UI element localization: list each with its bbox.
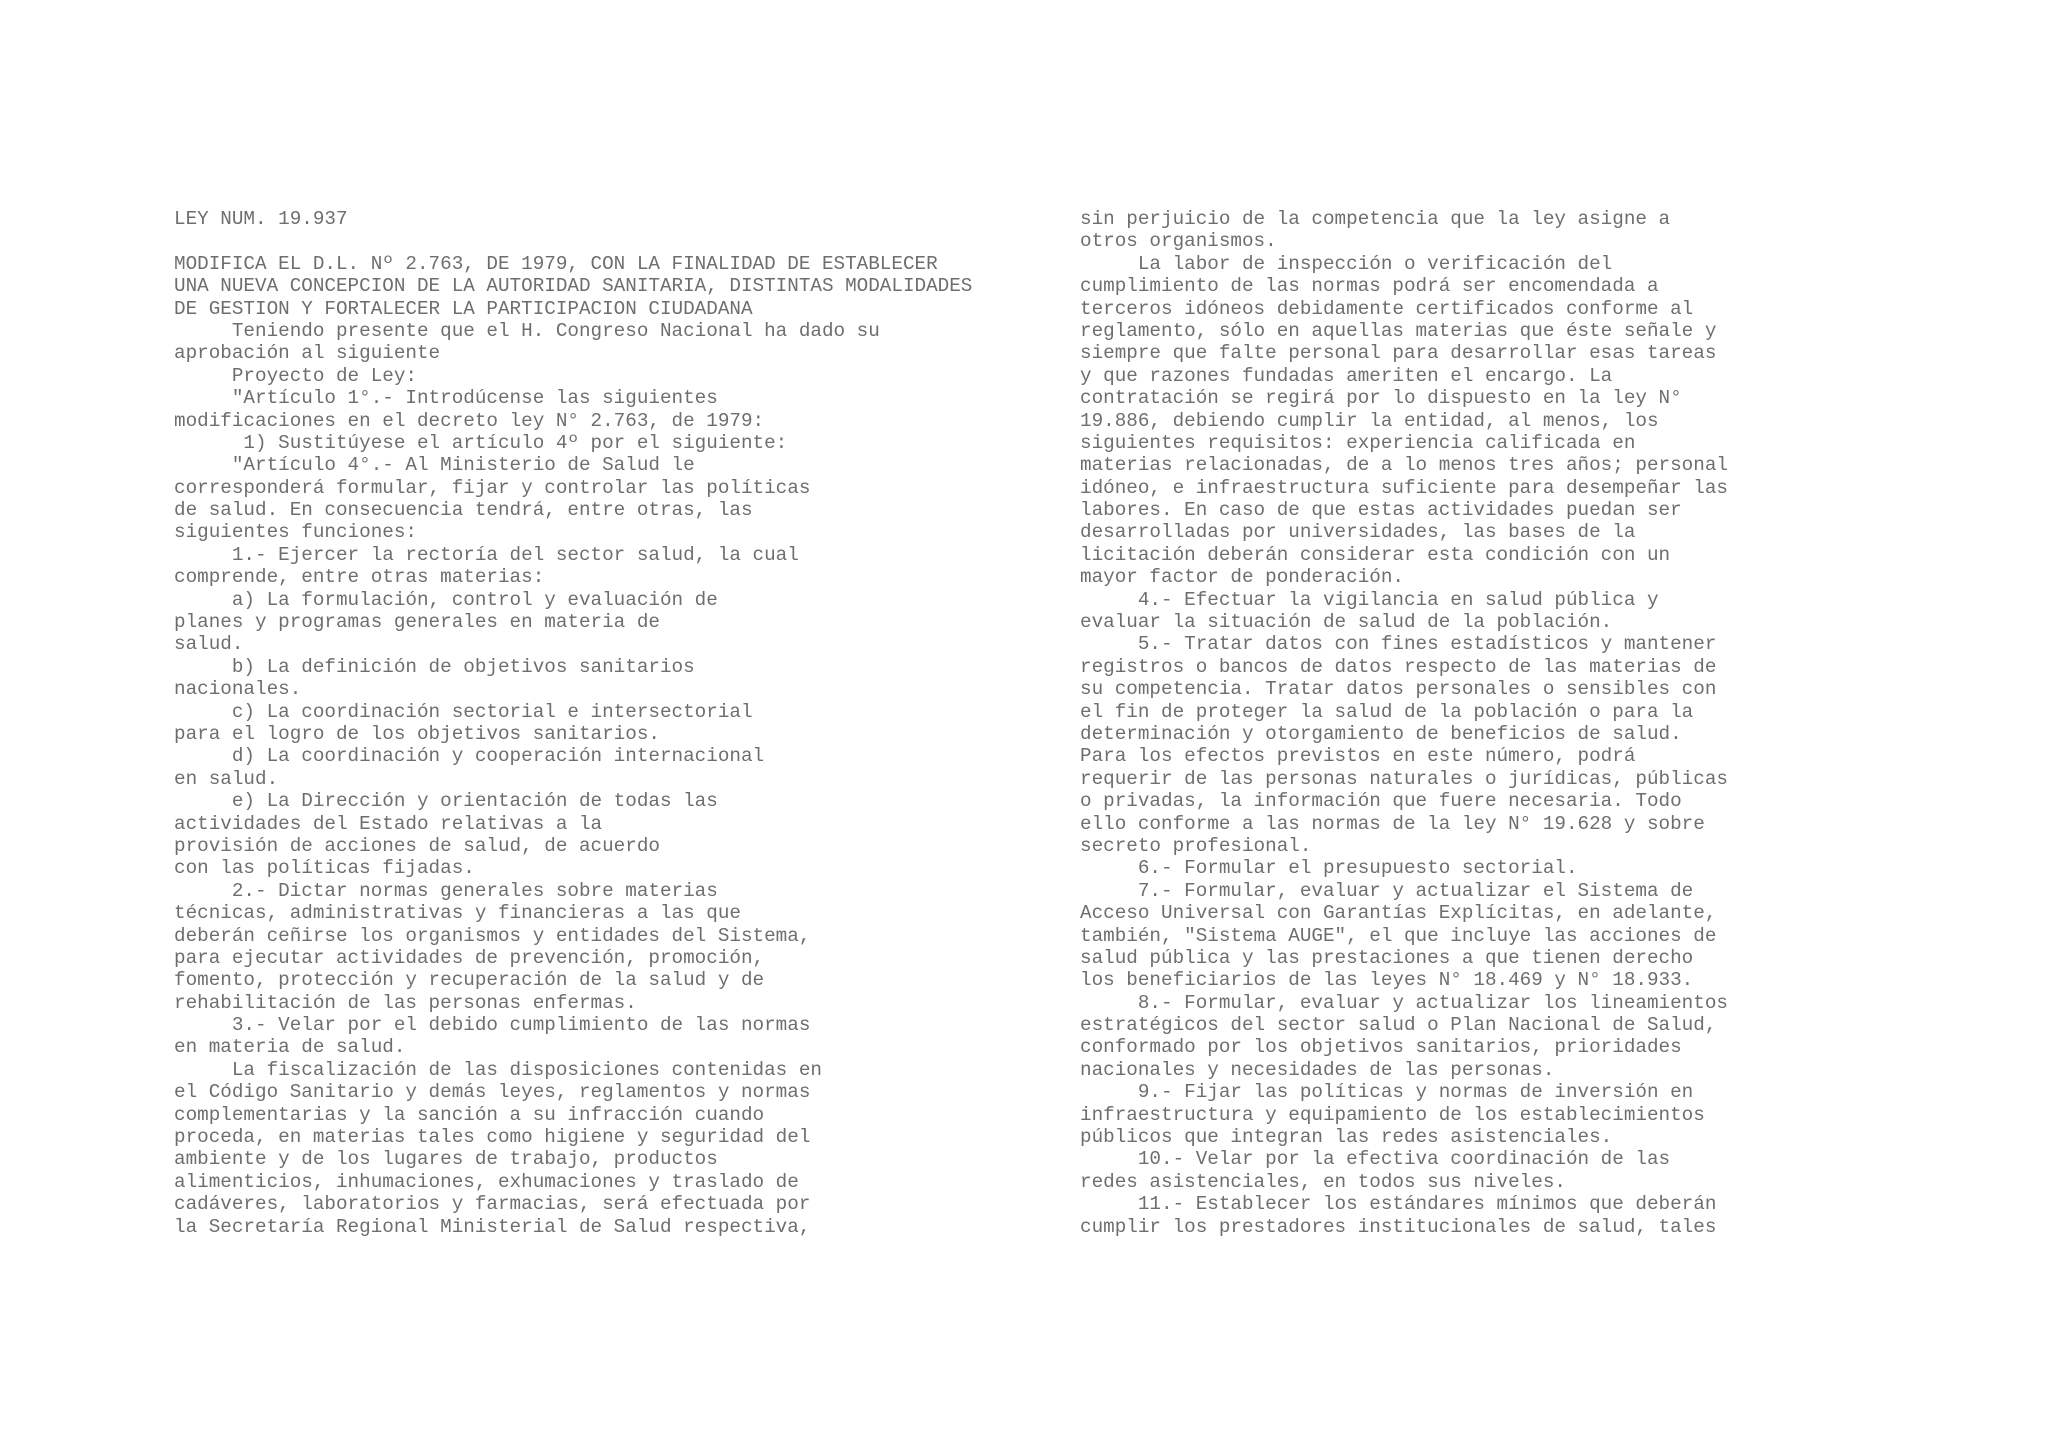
text-line: idóneo, e infraestructura suficiente para desempeñar las	[1080, 476, 1728, 499]
text-line: la Secretaría Regional Ministerial de Salud respectiva,	[174, 1215, 811, 1238]
text-line: materias relacionadas, de a lo menos tres años; personal	[1080, 454, 1728, 477]
text-line: Teniendo presente que el H. Congreso Nacional ha dado su	[174, 319, 880, 342]
text-line: registros o bancos de datos respecto de las materias de	[1080, 655, 1717, 678]
text-line: Proyecto de Ley:	[174, 364, 417, 387]
text-line: evaluar la situación de salud de la población.	[1080, 611, 1613, 634]
text-line: estratégicos del sector salud o Plan Nacional de Salud,	[1080, 1014, 1717, 1037]
text-line: "Artículo 1°.- Introdúcense las siguientes	[174, 387, 718, 410]
text-line: corresponderá formular, fijar y controlar las políticas	[174, 476, 811, 499]
text-line: nacionales.	[174, 678, 302, 701]
text-line: siguientes funciones:	[174, 521, 417, 544]
text-line: o privadas, la información que fuere necesaria. Todo	[1080, 790, 1682, 813]
text-line: 7.- Formular, evaluar y actualizar el Sistema de	[1080, 879, 1694, 902]
text-line: para el logro de los objetivos sanitarios.	[174, 722, 660, 745]
text-line: 1) Sustitúyese el artículo 4º por el siguiente:	[174, 431, 788, 454]
text-line: a) La formulación, control y evaluación de	[174, 588, 718, 611]
text-line: otros organismos.	[1080, 230, 1277, 253]
text-line: b) La definición de objetivos sanitarios	[174, 655, 695, 678]
text-line: 10.- Velar por la efectiva coordinación de las	[1080, 1148, 1671, 1171]
text-line: ello conforme a las normas de la ley N° 19.628 y sobre	[1080, 812, 1705, 835]
text-line: en salud.	[174, 767, 279, 790]
text-line: terceros idóneos debidamente certificados conforme al	[1080, 297, 1694, 320]
text-line: reglamento, sólo en aquellas materias que éste señale y	[1080, 319, 1717, 342]
text-line: de salud. En consecuencia tendrá, entre otras, las	[174, 499, 753, 522]
text-line: 8.- Formular, evaluar y actualizar los lineamientos	[1080, 991, 1728, 1014]
text-line: c) La coordinación sectorial e intersectorial	[174, 700, 753, 723]
text-line: redes asistenciales, en todos sus niveles.	[1080, 1170, 1566, 1193]
blank-line	[174, 230, 1014, 252]
text-line: 2.- Dictar normas generales sobre materias	[174, 879, 718, 902]
text-line: alimenticios, inhumaciones, exhumaciones y traslado de	[174, 1170, 799, 1193]
text-line: infraestructura y equipamiento de los establecimientos	[1080, 1103, 1705, 1126]
text-line: actividades del Estado relativas a la	[174, 812, 603, 835]
text-line: los beneficiarios de las leyes N° 18.469 y N° 18.933.	[1080, 969, 1694, 992]
text-line: en materia de salud.	[174, 1036, 406, 1059]
text-line: modificaciones en el decreto ley N° 2.763, de 1979:	[174, 409, 765, 432]
text-line: para ejecutar actividades de prevención, promoción,	[174, 946, 765, 969]
text-line: 11.- Establecer los estándares mínimos que deberán	[1080, 1193, 1717, 1216]
text-line: siempre que falte personal para desarrollar esas tareas	[1080, 342, 1717, 365]
text-line: salud.	[174, 633, 244, 656]
text-line: Acceso Universal con Garantías Explícitas, en adelante,	[1080, 902, 1717, 925]
text-line: desarrolladas por universidades, las bases de la	[1080, 521, 1636, 544]
text-line: fomento, protección y recuperación de la salud y de	[174, 969, 765, 992]
text-line: licitación deberán considerar esta condición con un	[1080, 543, 1671, 566]
text-line: complementarias y la sanción a su infracción cuando	[174, 1103, 765, 1126]
left-text-column	[174, 208, 1014, 1238]
text-line: técnicas, administrativas y financieras a las que	[174, 902, 741, 925]
text-line: "Artículo 4°.- Al Ministerio de Salud le	[174, 454, 695, 477]
text-line: su competencia. Tratar datos personales o sensibles con	[1080, 678, 1717, 701]
text-line: públicos que integran las redes asistenciales.	[1080, 1126, 1613, 1149]
text-line: La fiscalización de las disposiciones contenidas en	[174, 1058, 822, 1081]
text-line: LEY NUM. 19.937	[174, 208, 348, 230]
text-line: secreto profesional.	[1080, 834, 1312, 857]
text-line: provisión de acciones de salud, de acuerdo	[174, 834, 660, 857]
text-line: 6.- Formular el presupuesto sectorial.	[1080, 857, 1578, 880]
text-line: labores. En caso de que estas actividades puedan ser	[1080, 499, 1682, 522]
text-line: conformado por los objetivos sanitarios, prioridades	[1080, 1036, 1682, 1059]
text-line: siguientes requisitos: experiencia calificada en	[1080, 431, 1636, 454]
text-line: determinación y otorgamiento de beneficios de salud.	[1080, 722, 1682, 745]
text-line: 1.- Ejercer la rectoría del sector salud, la cual	[174, 543, 799, 566]
text-line: ambiente y de los lugares de trabajo, productos	[174, 1148, 718, 1171]
text-line: el fin de proteger la salud de la población o para la	[1080, 700, 1694, 723]
text-line: cumplimiento de las normas podrá ser encomendada a	[1080, 275, 1659, 298]
text-line: cadáveres, laboratorios y farmacias, será efectuada por	[174, 1193, 811, 1216]
text-line: 4.- Efectuar la vigilancia en salud pública y	[1080, 588, 1659, 611]
text-line: proceda, en materias tales como higiene y seguridad del	[174, 1126, 811, 1149]
text-line: comprende, entre otras materias:	[174, 566, 545, 589]
text-line: DE GESTION Y FORTALECER LA PARTICIPACION CIUDADANA	[174, 297, 753, 320]
text-line: MODIFICA EL D.L. Nº 2.763, DE 1979, CON LA FINALIDAD DE ESTABLECER	[174, 252, 938, 275]
text-line: nacionales y necesidades de las personas.	[1080, 1058, 1555, 1081]
text-line: UNA NUEVA CONCEPCION DE LA AUTORIDAD SANITARIA, DISTINTAS MODALIDADES	[174, 275, 973, 298]
text-line: d) La coordinación y cooperación internacional	[174, 745, 765, 768]
right-text-column	[1080, 208, 1940, 1238]
text-line: 9.- Fijar las políticas y normas de inversión en	[1080, 1081, 1694, 1104]
text-line: planes y programas generales en materia de	[174, 611, 660, 634]
text-line: La labor de inspección o verificación del	[1080, 252, 1613, 275]
text-line: rehabilitación de las personas enfermas.	[174, 991, 637, 1014]
text-line: el Código Sanitario y demás leyes, reglamentos y normas	[174, 1081, 811, 1104]
text-line: mayor factor de ponderación.	[1080, 566, 1404, 589]
text-line: 19.886, debiendo cumplir la entidad, al menos, los	[1080, 409, 1659, 432]
text-line: Para los efectos previstos en este número, podrá	[1080, 745, 1636, 768]
text-line: y que razones fundadas ameriten el encargo. La	[1080, 364, 1613, 387]
text-line: 5.- Tratar datos con fines estadísticos y mantener	[1080, 633, 1717, 656]
text-line: contratación se regirá por lo dispuesto en la ley N°	[1080, 387, 1682, 410]
text-line: con las políticas fijadas.	[174, 857, 475, 880]
text-line: también, "Sistema AUGE", el que incluye las acciones de	[1080, 924, 1717, 947]
text-line: requerir de las personas naturales o jurídicas, públicas	[1080, 767, 1728, 790]
text-line: deberán ceñirse los organismos y entidades del Sistema,	[174, 924, 811, 947]
text-line: 3.- Velar por el debido cumplimiento de las normas	[174, 1014, 811, 1037]
text-line: cumplir los prestadores institucionales de salud, tales	[1080, 1215, 1717, 1238]
text-line: salud pública y las prestaciones a que tienen derecho	[1080, 946, 1694, 969]
text-line: e) La Dirección y orientación de todas las	[174, 790, 718, 813]
text-line: sin perjuicio de la competencia que la ley asigne a	[1080, 208, 1671, 230]
text-line: aprobación al siguiente	[174, 342, 441, 365]
